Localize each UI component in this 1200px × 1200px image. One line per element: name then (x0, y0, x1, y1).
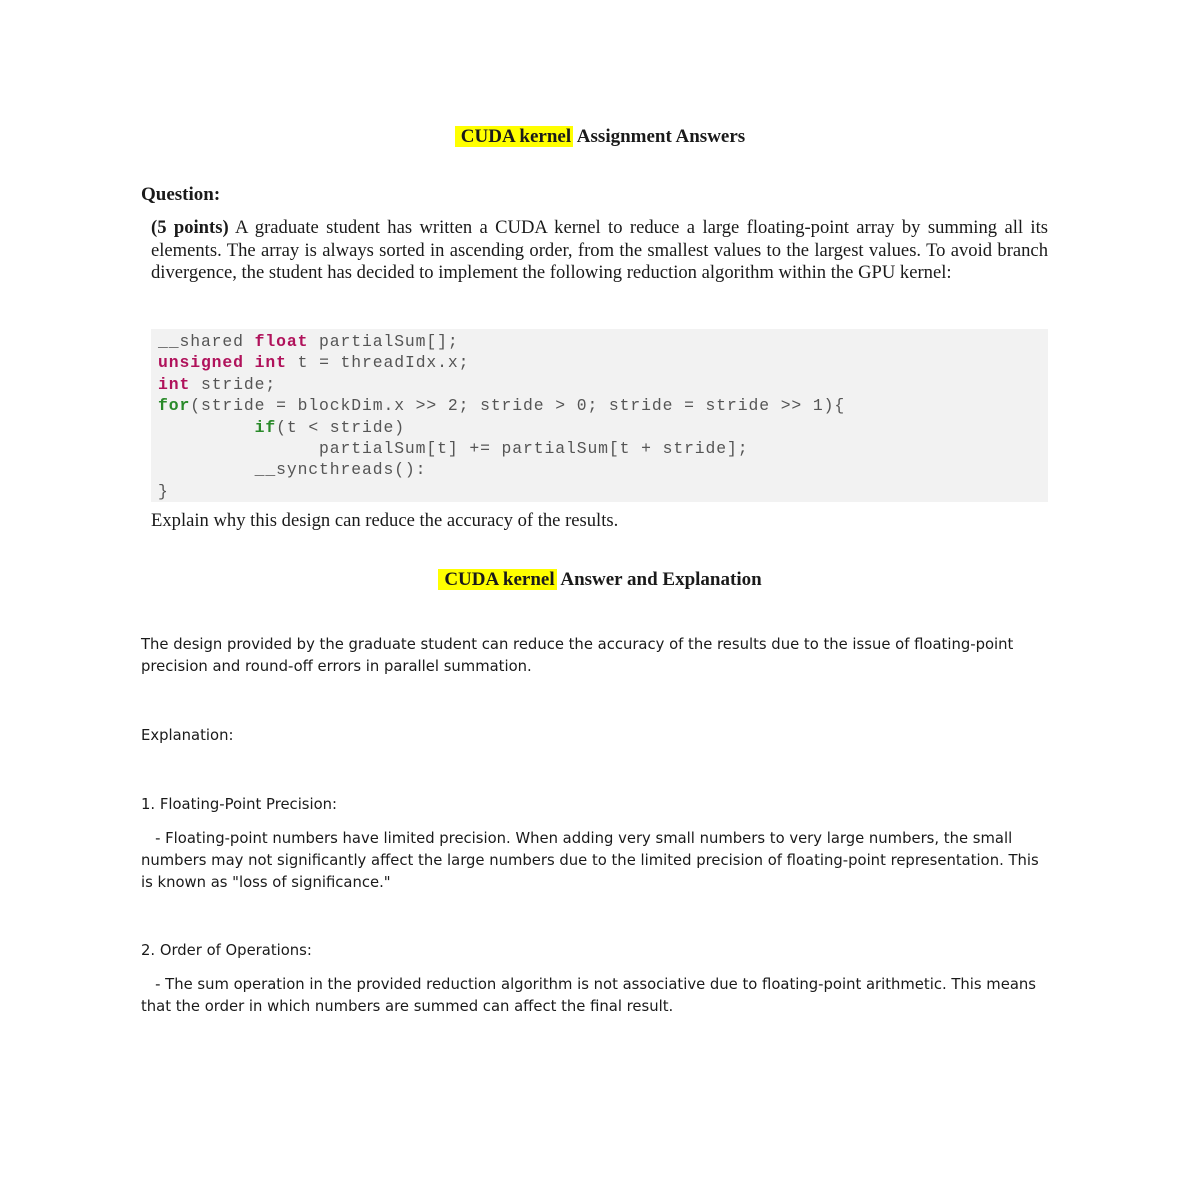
code-line (158, 395, 845, 416)
code-token: __shared (158, 332, 255, 351)
point-heading: 1. Floating-Point Precision: (141, 796, 338, 813)
point-body: - The sum operation in the provided reduction algorithm is not associative due to floating-point arithmetic. This means that the order in which numbers are summed can affect the final result. (141, 976, 1041, 1015)
answer-heading-highlight: CUDA kernel (438, 569, 556, 590)
code-token: t = threadIdx.x; (286, 353, 470, 373)
code-line (158, 352, 845, 373)
code-line (158, 331, 845, 352)
code-keyword: int (254, 353, 287, 373)
code-line (158, 374, 845, 395)
code-line (158, 481, 845, 502)
code-keyword: int (158, 374, 191, 394)
code-token: } (158, 481, 169, 501)
point-heading: 2. Order of Operations: (141, 942, 312, 959)
code-token: (stride = blockDim.x >> 2; stride > 0; stride = stride >> 1){ (190, 396, 846, 416)
title-highlight: CUDA kernel (455, 126, 573, 147)
document-title (0, 126, 1200, 148)
answer-heading-text: Answer and Explanation (556, 569, 762, 590)
code-keyword: if (254, 417, 277, 437)
explanation-label: Explanation: (141, 727, 234, 744)
code-indent (158, 418, 255, 437)
code-token: (t < stride) (276, 417, 405, 437)
code-line (158, 459, 845, 480)
question-heading: Question: (141, 184, 221, 205)
code-line (158, 438, 845, 459)
question-body (151, 217, 1048, 285)
code-keyword: float (254, 332, 309, 351)
code-token: stride; (190, 374, 277, 394)
title-text: Assignment Answers (573, 126, 746, 147)
answer-heading (0, 569, 1200, 591)
code-token (244, 353, 255, 372)
point-body: - Floating-point numbers have limited precision. When adding very small numbers to very large numbers, the small numbers may not significantly affect the large numbers due to the limited precision of floating-point representation. This is known as "loss of significance." (141, 830, 1044, 891)
points-label: (5 points) (151, 217, 229, 238)
code-keyword: for (158, 396, 191, 416)
answer-intro: The design provided by the graduate student can reduce the accuracy of the results due to the issue of floating-point precision and round-off errors in parallel summation. (141, 636, 1014, 675)
code-keyword: unsigned (158, 353, 244, 373)
code-token: partialSum[t] += partialSum[t + stride]; (158, 439, 749, 459)
question-prompt: Explain why this design can reduce the accuracy of the results. (151, 510, 619, 531)
code-token: partialSum[]; (308, 332, 459, 351)
code-line (158, 417, 845, 438)
question-text: A graduate student has written a CUDA kernel to reduce a large floating-point array by summing all its elements. The array is always sorted in ascending order, from the smallest values to the largest values. To avoid branch divergence, the student has decided to implement the following reduction algorithm within the GPU kernel: (151, 217, 1048, 284)
code-listing (158, 331, 845, 502)
code-token: __syncthreads(): (158, 460, 427, 480)
